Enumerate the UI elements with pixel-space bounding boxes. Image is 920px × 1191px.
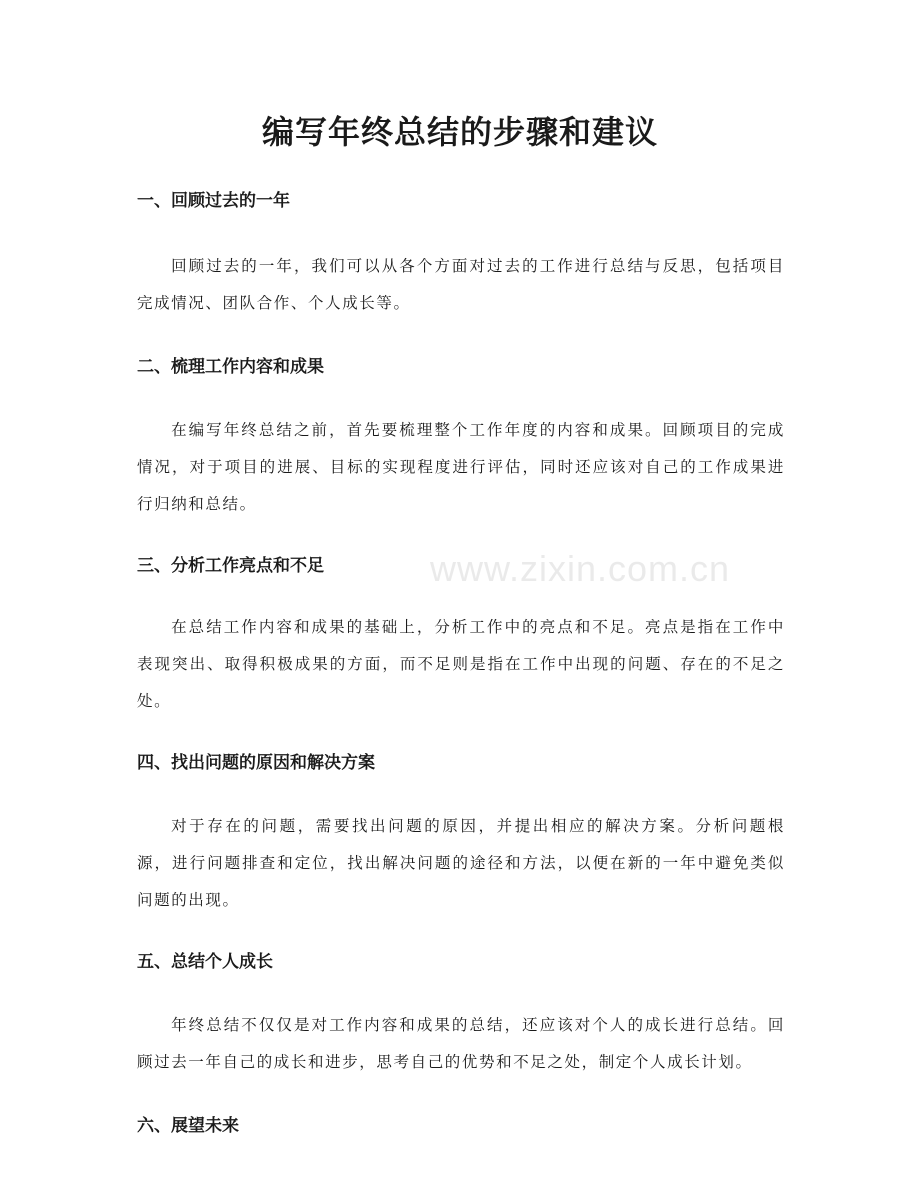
section-heading-find-causes: 四、找出问题的原因和解决方案 [137,753,375,773]
section-heading-analyze-highlights: 三、分析工作亮点和不足 [137,556,324,576]
section-body-analyze-highlights: 在总结工作内容和成果的基础上，分析工作中的亮点和不足。亮点是指在工作中表现突出、取得积极成果的方面，而不足则是指在工作中出现的问题、存在的不足之处。 [137,618,785,710]
section-body-find-causes: 对于存在的问题，需要找出问题的原因，并提出相应的解决方案。分析问题根源，进行问题排查和定位，找出解决问题的途径和方法，以便在新的一年中避免类似问题的出现。 [137,817,785,909]
document-content [137,187,785,1140]
section-heading-look-ahead: 六、展望未来 [137,1116,239,1136]
section-heading-review-past-year: 一、回顾过去的一年 [137,191,290,211]
document-title: 编写年终总结的步骤和建议 [261,113,658,151]
section-body-review-past-year: 回顾过去的一年，我们可以从各个方面对过去的工作进行总结与反思，包括项目完成情况、团队合作、个人成长等。 [137,257,785,312]
section-heading-organize-work: 二、梳理工作内容和成果 [137,357,324,377]
watermark: www.zixin.com.cn [430,548,731,589]
section-body-organize-work: 在编写年终总结之前，首先要梳理整个工作年度的内容和成果。回顾项目的完成情况，对于项目的进展、目标的实现程度进行评估，同时还应该对自己的工作成果进行归纳和总结。 [137,421,785,513]
section-heading-personal-growth: 五、总结个人成长 [137,952,273,972]
section-body-personal-growth: 年终总结不仅仅是对工作内容和成果的总结，还应该对个人的成长进行总结。回顾过去一年自己的成长和进步，思考自己的优势和不足之处，制定个人成长计划。 [137,1016,785,1071]
